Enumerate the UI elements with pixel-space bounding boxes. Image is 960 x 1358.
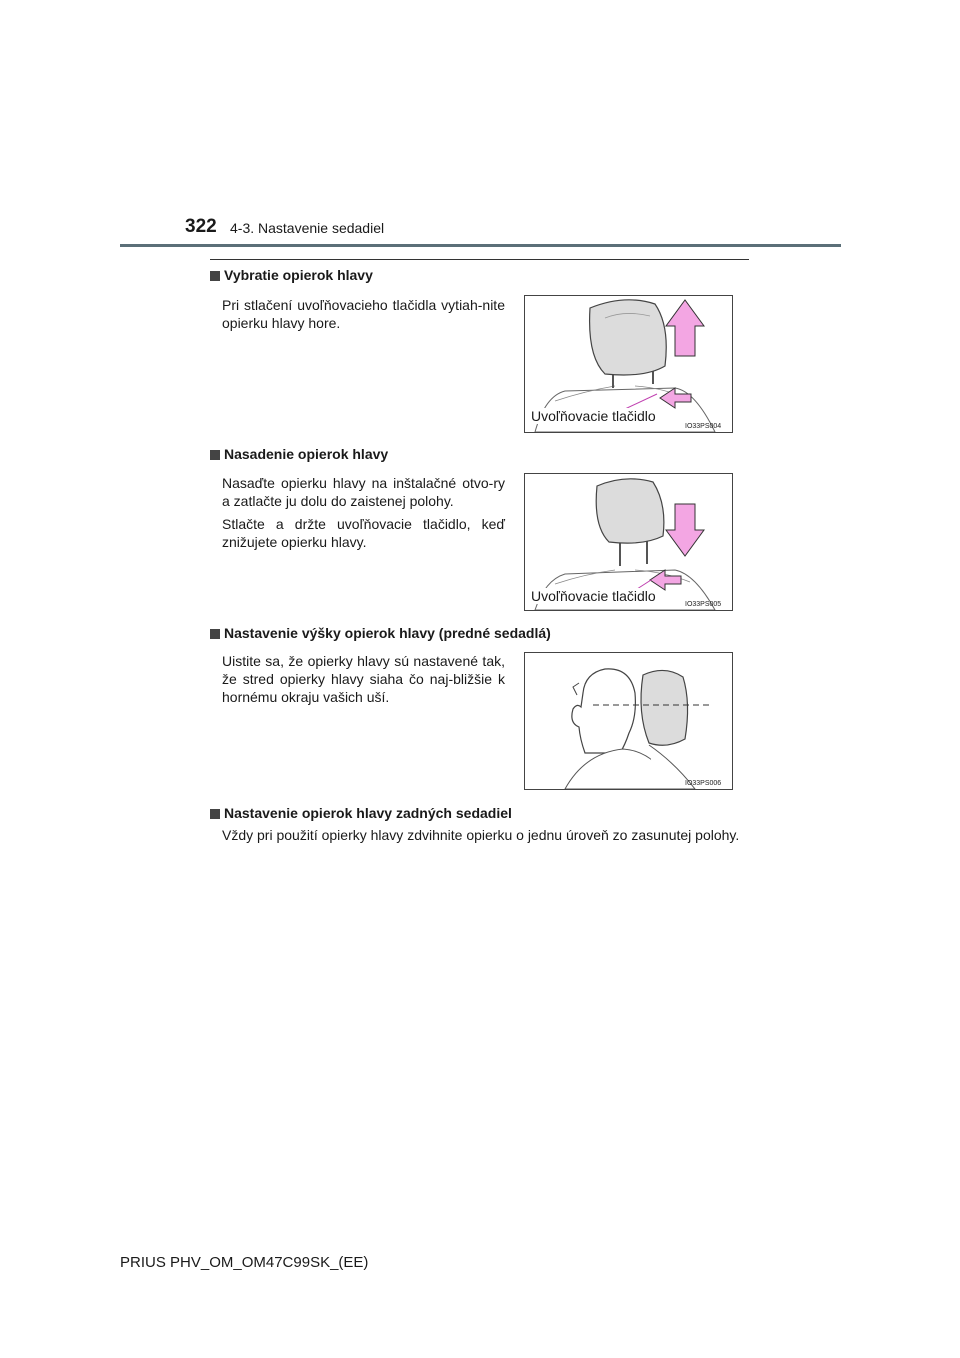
paragraph-install-1: Nasaďte opierku hlavy na inštalačné otvo-ry a zatlačte ju dolu do zaistenej polohy. <box>222 475 505 509</box>
header-rule <box>120 244 841 247</box>
figure-code: IO33PS004 <box>685 423 722 430</box>
figure-headrest-height <box>524 652 733 790</box>
section-heading-install: Nasadenie opierok hlavy <box>210 446 388 462</box>
square-bullet-icon <box>210 629 220 639</box>
figure-install-headrest <box>524 473 733 611</box>
page-number: 322 <box>185 216 217 237</box>
section-title: 4-3. Nastavenie sedadiel <box>230 220 385 236</box>
square-bullet-icon <box>210 809 220 819</box>
figure-code: IO33PS006 <box>685 780 722 787</box>
section-heading-remove: Vybratie opierok hlavy <box>210 267 373 283</box>
section-heading-height: Nastavenie výšky opierok hlavy (predné sedadlá) <box>210 625 551 641</box>
content-rule <box>210 259 749 260</box>
release-button-label: Uvoľňovacie tlačidlo <box>531 588 656 604</box>
paragraph-install-2: Stlačte a držte uvoľňovacie tlačidlo, keď znižujete opierku hlavy. <box>222 516 505 550</box>
section-heading-rear: Nastavenie opierok hlavy zadných sedadiel <box>210 805 512 821</box>
release-button-label: Uvoľňovacie tlačidlo <box>531 408 656 424</box>
square-bullet-icon <box>210 271 220 281</box>
head-position-illustration <box>525 653 732 789</box>
square-bullet-icon <box>210 450 220 460</box>
footer-doc-code: PRIUS PHV_OM_OM47C99SK_(EE) <box>120 1254 369 1271</box>
figure-remove-headrest <box>524 295 733 433</box>
paragraph-remove: Pri stlačení uvoľňovacieho tlačidla vytiah-nite opierku hlavy hore. <box>222 297 505 331</box>
figure-code: IO33PS005 <box>685 601 722 608</box>
paragraph-rear: Vždy pri použití opierky hlavy zdvihnite opierku o jednu úroveň zo zasunutej polohy. <box>222 827 740 843</box>
paragraph-height: Uistite sa, že opierky hlavy sú nastavené tak, že stred opierky hlavy siaha čo naj-bližšie k hornému okraju vašich uší. <box>222 653 505 705</box>
